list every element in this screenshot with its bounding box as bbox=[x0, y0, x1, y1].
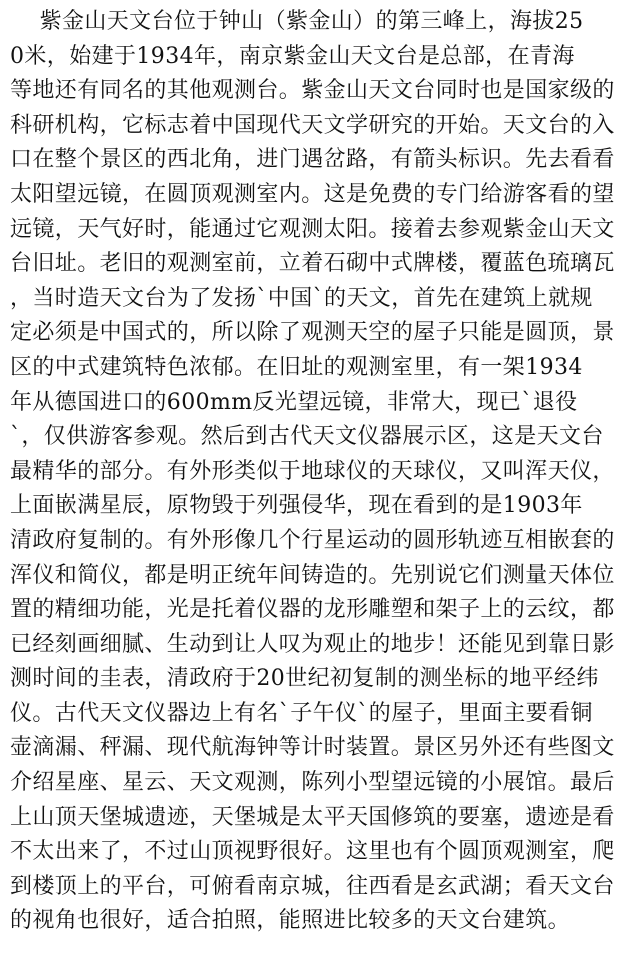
text-line: 上面嵌满星辰，原物毁于列强侵华，现在看到的是1903年 bbox=[10, 493, 583, 519]
text-line: 介绍星座、星云、天文观测，陈列小型望远镜的小展馆。最后 bbox=[10, 770, 615, 796]
text-line: 科研机构，它标志着中国现代天文学研究的开始。天文台的入 bbox=[10, 112, 615, 138]
text-line: 等地还有同名的其他观测台。紫金山天文台同时也是国家级的 bbox=[10, 78, 615, 104]
text-line: 0米，始建于1934年，南京紫金山天文台是总部，在青海 bbox=[10, 43, 575, 69]
text-line: 不太出来了，不过山顶视野很好。这里也有个圆顶观测室，爬 bbox=[10, 839, 615, 865]
text-line: 上山顶天堡城遗迹，天堡城是太平天国修筑的要塞，遗迹是看 bbox=[10, 804, 615, 830]
text-line: 浑仪和简仪，都是明正统年间铸造的。先别说它们测量天体位 bbox=[10, 562, 615, 588]
text-line: 测时间的圭表，清政府于20世纪初复制的测坐标的地平经纬 bbox=[10, 666, 599, 692]
text-line: 的视角也很好，适合拍照，能照进比较多的天文台建筑。 bbox=[10, 908, 571, 934]
text-line: 仪。古代天文仪器边上有名`子午仪`的屋子，里面主要看铜 bbox=[10, 700, 593, 726]
text-line: 口在整个景区的西北角，进门遇岔路，有箭头标识。先去看看 bbox=[10, 147, 615, 173]
text-line: 置的精细功能，光是托着仪器的龙形雕塑和架子上的云纹，都 bbox=[10, 597, 615, 623]
text-line: 年从德国进口的600mm反光望远镜，非常大，现已`退役 bbox=[10, 389, 578, 415]
text-line: ，当时造天文台为了发扬`中国`的天文，首先在建筑上就规 bbox=[10, 285, 593, 311]
text-line: 定必须是中国式的，所以除了观测天空的屋子只能是圆顶，景 bbox=[10, 320, 615, 346]
text-line: 太阳望远镜，在圆顶观测室内。这是免费的专门给游客看的望 bbox=[10, 181, 615, 207]
text-line: 到楼顶上的平台，可俯看南京城，往西看是玄武湖；看天文台 bbox=[10, 873, 615, 899]
text-line: 台旧址。老旧的观测室前，立着石砌中式牌楼，覆蓝色琉璃瓦 bbox=[10, 251, 615, 277]
text-line: 紫金山天文台位于钟山（紫金山）的第三峰上，海拔25 bbox=[10, 9, 584, 34]
text-line: 远镜，天气好时，能通过它观测太阳。接着去参观紫金山天文 bbox=[10, 216, 615, 242]
text-line: 壶滴漏、秤漏、现代航海钟等计时装置。景区另外还有些图文 bbox=[10, 735, 615, 761]
text-line: 最精华的部分。有外形类似于地球仪的天球仪，又叫浑天仪， bbox=[10, 458, 615, 484]
text-line: 区的中式建筑特色浓郁。在旧址的观测室里，有一架1934 bbox=[10, 354, 583, 380]
text-line: 清政府复制的。有外形像几个行星运动的圆形轨迹互相嵌套的 bbox=[10, 527, 615, 553]
text-line: 已经刻画细腻、生动到让人叹为观止的地步！还能见到靠日影 bbox=[10, 631, 615, 657]
text-line: `，仅供游客参观。然后到古代天文仪器展示区，这是天文台 bbox=[10, 424, 604, 450]
